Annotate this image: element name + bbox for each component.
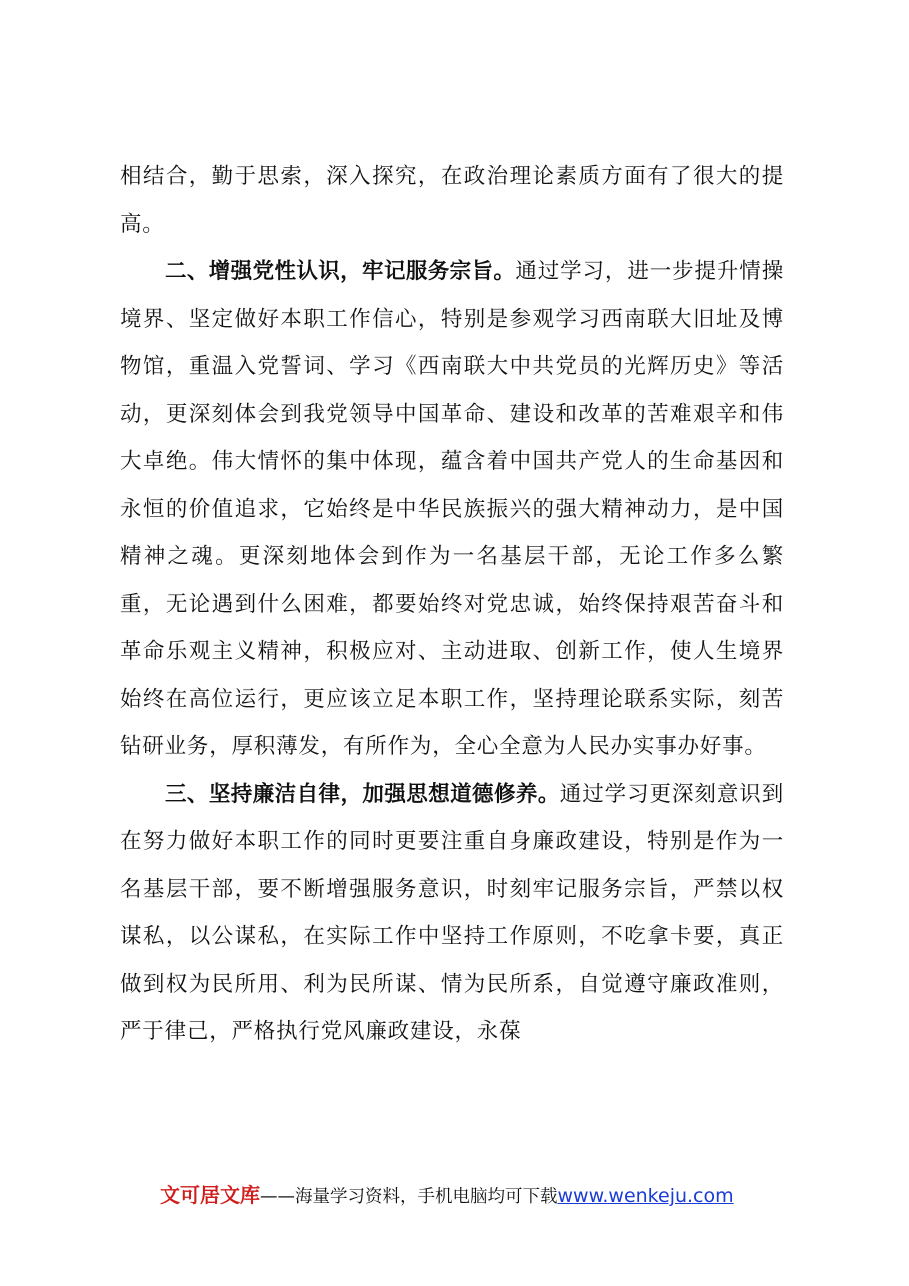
- footer-banner: [160, 1180, 800, 1212]
- footer-slogan: ——海量学习资料，手机电脑均可下载: [260, 1187, 558, 1207]
- paragraph-section-3: [120, 771, 784, 1056]
- footer-brand: 文可居文库: [160, 1183, 260, 1207]
- paragraph-section-2: [120, 248, 784, 771]
- paragraph-text: 通过学习，进一步提升情操境界、坚定做好本职工作信心，特别是参观学习西南联大旧址及博物馆，重温入党誓词、学习《西南联大中共党员的光辉历史》等活动，更深刻体会到我党领导中国革命、建设和改革的苦难艰辛和伟大卓绝。伟大情怀的集中体现，蕴含着中国共产党人的生命基因和永恒的价值追求，它始终是中华民族振兴的强大精神动力，是中国精神之魂。更深刻地体会到作为一名基层干部，无论工作多么繁重，无论遇到什么困难，都要始终对党忠诚，始终保持艰苦奋斗和革命乐观主义精神，积极应对、主动进取、创新工作，使人生境界始终在高位运行，更应该立足本职工作，坚持理论联系实际，刻苦钻研业务，厚积薄发，有所作为，全心全意为人民办实事办好事。: [120, 259, 784, 759]
- section-heading: 二、增强党性认识，牢记服务宗旨。: [165, 259, 516, 284]
- section-heading: 三、坚持廉洁自律，加强思想道德修养。: [165, 781, 560, 807]
- footer-website-link[interactable]: www.wenkeju.com: [557, 1185, 734, 1207]
- paragraph-text: 通过学习更深刻意识到在努力做好本职工作的同时更要注重自身廉政建设，特别是作为一名基层干部，要不断增强服务意识，时刻牢记服务宗旨，严禁以权谋私，以公谋私，在实际工作中坚持工作原则，不吃拿卡要，真正做到权为民所用、利为民所谋、情为民所系，自觉遵守廉政准则，严于律己，严格执行党风廉政建设，永葆: [120, 781, 784, 1044]
- paragraph-text: 相结合，勤于思索，深入探究，在政治理论素质方面有了很大的提高。: [120, 164, 784, 237]
- document-body: [120, 153, 784, 1056]
- paragraph-continued: [120, 153, 784, 248]
